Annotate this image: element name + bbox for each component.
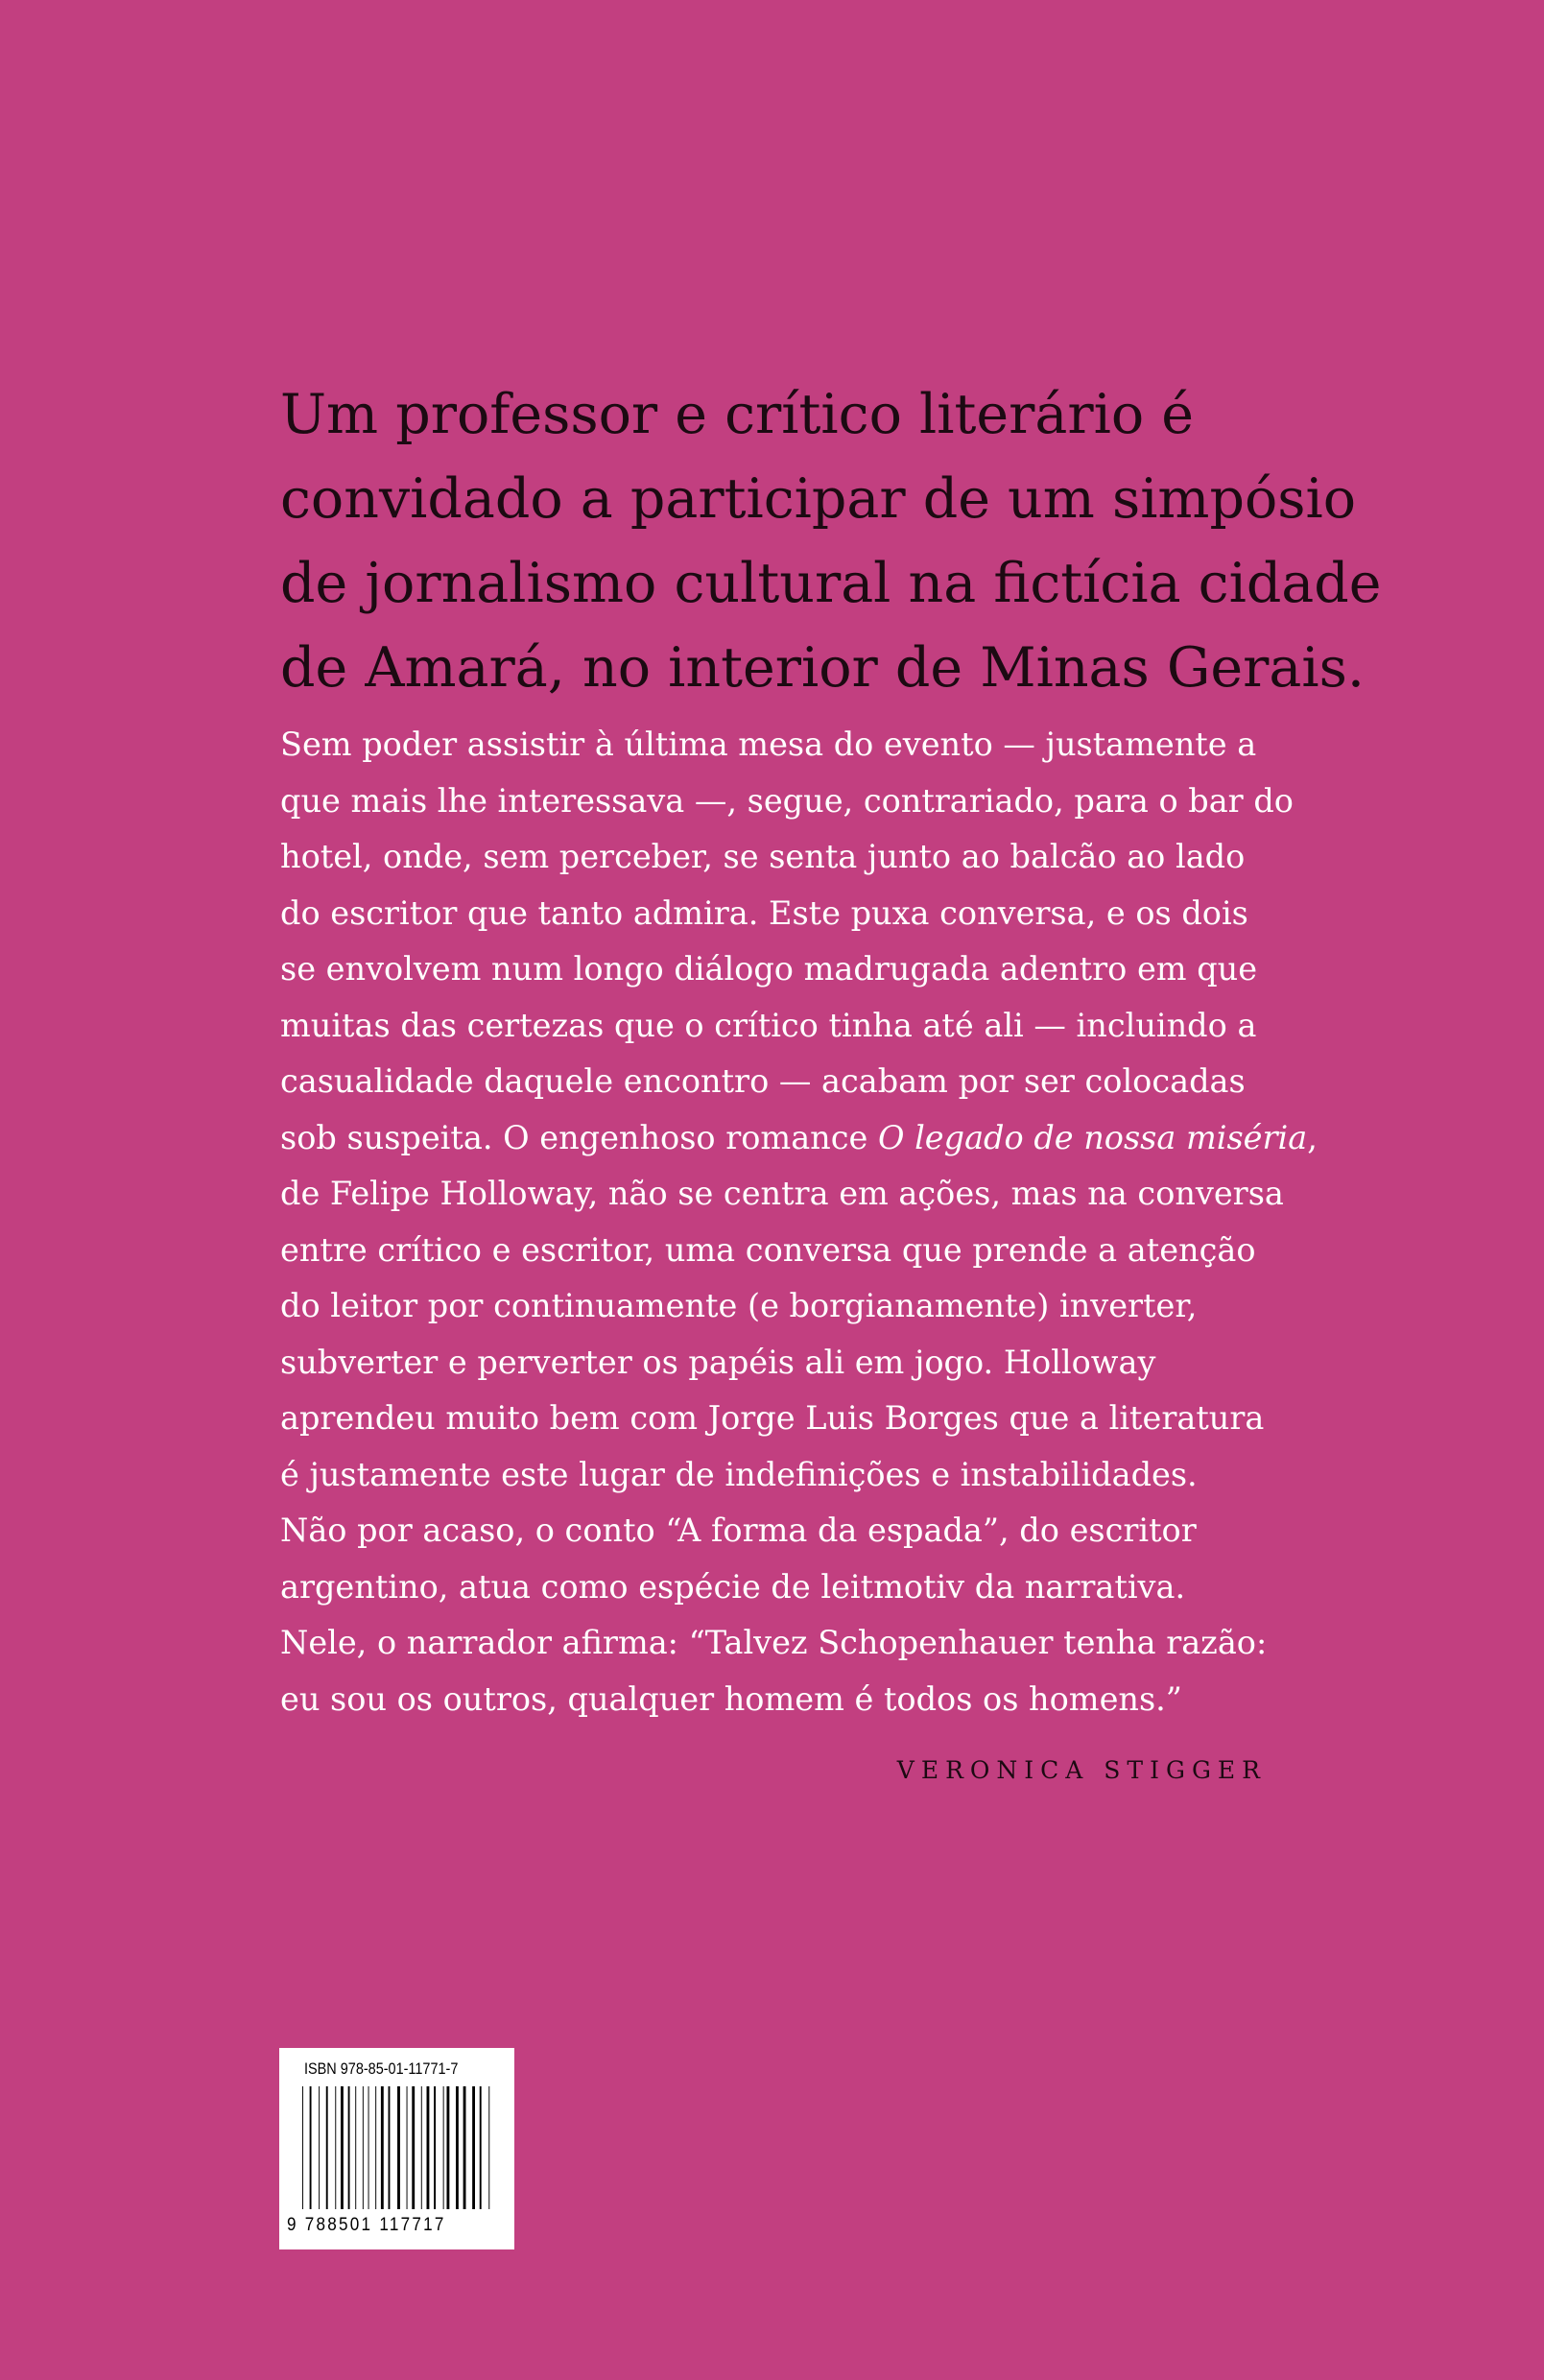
barcode-bar (355, 2086, 356, 2209)
blurb-line: aprendeu muito bem com Jorge Luis Borges que a literatura (280, 1399, 1265, 1437)
barcode-bar (319, 2086, 320, 2209)
blurb-line-with-title (280, 1110, 1355, 1167)
barcode-bar (488, 2086, 489, 2209)
barcode-bar (412, 2086, 415, 2209)
isbn-label: ISBN 978-85-01-11771-7 (304, 2059, 459, 2078)
barcode-bar (310, 2086, 312, 2209)
isbn-barcode (279, 2048, 514, 2249)
barcode-bar (302, 2086, 303, 2209)
barcode-bar (480, 2086, 482, 2209)
lead-line: convidado a participar de um simpósio (280, 467, 1357, 531)
blurb-line: do leitor por continuamente (e borgianamente) inverter, (280, 1287, 1198, 1324)
barcode-bar (368, 2086, 369, 2209)
blurb-line: do escritor que tanto admira. Este puxa conversa, e os dois (280, 893, 1248, 932)
isbn-digits: 9 788501 117717 (287, 2215, 446, 2235)
blurb-paragraph (280, 717, 1355, 1727)
blurb-line: Sem poder assistir à última mesa do evento — justamente a (280, 726, 1257, 763)
barcode-bar (363, 2086, 364, 2209)
blurb-line: eu sou os outros, qualquer homem é todos os homens.” (280, 1679, 1182, 1718)
barcode-bar (427, 2086, 430, 2209)
blurb-line: muitas das certezas que o crítico tinha até ali — incluindo a (280, 1006, 1257, 1044)
barcode-bar (397, 2086, 400, 2209)
barcode-bar (443, 2086, 444, 2209)
barcode-bar (463, 2086, 466, 2209)
barcode-bar (434, 2086, 436, 2209)
barcode-bars (302, 2086, 494, 2209)
blurb-line: hotel, onde, sem perceber, se senta junto ao balcão ao lado (280, 838, 1246, 875)
blurb-line: subverter e perverter os papéis ali em jogo. Holloway (280, 1343, 1156, 1381)
barcode-bar (472, 2086, 475, 2209)
blurb-line: Não por acaso, o conto “A forma da espada”, do escritor (280, 1511, 1197, 1549)
barcode-bar (375, 2086, 376, 2209)
lead-line: Um professor e crítico literário é (280, 383, 1194, 446)
barcode-bar (326, 2086, 328, 2209)
barcode-bar (389, 2086, 391, 2209)
blurb-line: se envolvem num longo diálogo madrugada adentro em que (280, 950, 1258, 988)
blurb-line: que mais lhe interessava —, segue, contrariado, para o bar do (280, 781, 1294, 820)
blurb-line: é justamente este lugar de indefinições e instabilidades. (280, 1455, 1198, 1493)
barcode-bar (348, 2086, 350, 2209)
author-signature: VERONICA STIGGER (896, 1756, 1267, 1784)
barcode-bar (456, 2086, 459, 2209)
lead-line: de Amará, no interior de Minas Gerais. (280, 636, 1365, 700)
blurb-line: Nele, o narrador afirma: “Talvez Schopenhauer tenha razão: (280, 1624, 1268, 1661)
barcode-bar (407, 2086, 408, 2209)
blurb-line: argentino, atua como espécie de leitmotiv da narrativa. (280, 1567, 1186, 1606)
blurb-text: sob suspeita. O engenhoso romance (280, 1118, 878, 1156)
blurb-line: entre crítico e escritor, uma conversa que prende a atenção (280, 1230, 1256, 1269)
blurb-text: , (1307, 1118, 1318, 1156)
barcode-bar (446, 2086, 449, 2209)
barcode-bar (341, 2086, 344, 2209)
lead-line: de jornalismo cultural na fictícia cidade (280, 552, 1382, 615)
barcode-bar (335, 2086, 336, 2209)
blurb-line: casualidade daquele encontro — acabam por ser colocadas (280, 1062, 1246, 1100)
lead-paragraph (280, 372, 1382, 710)
barcode-bar (381, 2086, 384, 2209)
barcode-bar (421, 2086, 422, 2209)
blurb-line: de Felipe Holloway, não se centra em ações, mas na conversa (280, 1175, 1284, 1212)
book-title: O legado de nossa miséria (877, 1118, 1308, 1156)
